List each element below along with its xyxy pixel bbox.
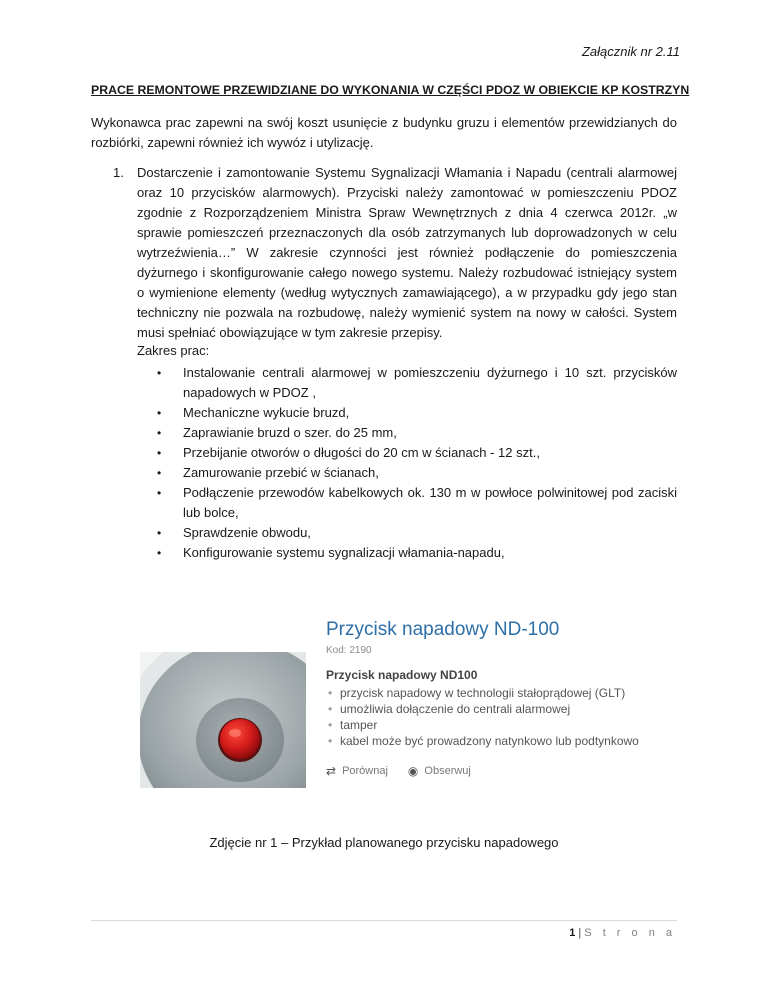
list-item: • Konfigurowanie systemu sygnalizacji włamania-napadu,: [137, 543, 677, 563]
list-item: • przycisk napadowy w technologii stałoprądowej (GLT): [326, 685, 639, 701]
watch-label: Obserwuj: [424, 765, 471, 777]
bullet-icon: •: [157, 466, 162, 480]
product-title[interactable]: Przycisk napadowy ND-100: [326, 619, 560, 640]
list-item: • umożliwia dołączenie do centrali alarmowej: [326, 701, 639, 717]
list-item: • kabel może być prowadzony natynkowo lub podtynkowo: [326, 733, 639, 749]
list-item: • Instalowanie centrali alarmowej w pomieszczeniu dyżurnego i 10 szt. przycisków napadowych w PDOZ ,: [157, 365, 677, 400]
scope-list: [137, 363, 677, 563]
product-code: Kod: 2190: [326, 645, 372, 656]
bullet-icon: •: [157, 366, 162, 380]
product-features: [326, 685, 639, 749]
list-item: • tamper: [326, 717, 639, 733]
item-number: 1.: [113, 165, 124, 180]
compare-label: Porównaj: [342, 765, 388, 777]
annex-label: Załącznik nr 2.11: [581, 44, 680, 59]
figure-caption: Zdjęcie nr 1 – Przykład planowanego przycisku napadowego: [209, 835, 559, 850]
footer-divider: [91, 920, 677, 921]
scope-label: Zakres prac:: [137, 343, 210, 358]
bullet-icon: •: [157, 526, 162, 540]
document-title: PRACE REMONTOWE PRZEWIDZIANE DO WYKONANIA W CZĘŚCI PDOZ W OBIEKCIE KP KOSTRZYN: [91, 83, 690, 97]
intro-paragraph: Wykonawca prac zapewni na swój koszt usunięcie z budynku gruzu i elementów przewidzianych do rozbiórki, zapewni również ich wywóz i utylizację.: [91, 115, 677, 150]
list-item: • Przebijanie otworów o długości do 20 cm w ścianach - 12 szt.,: [137, 443, 677, 463]
list-item: • Zaprawianie bruzd o szer. do 25 mm,: [137, 423, 677, 443]
bullet-icon: •: [157, 426, 162, 440]
compare-button[interactable]: [326, 764, 388, 778]
eye-icon: ◉: [407, 764, 419, 778]
list-item: • Zamurowanie przebić w ścianach,: [137, 463, 677, 483]
bullet-icon: •: [157, 406, 162, 420]
bullet-icon: •: [157, 446, 162, 460]
product-subtitle: Przycisk napadowy ND100: [326, 668, 478, 682]
compare-icon: ⇄: [326, 764, 337, 778]
product-actions: [326, 764, 471, 778]
product-card: [140, 612, 660, 788]
watch-button[interactable]: [408, 764, 471, 778]
page-number: 1 | S t r o n a: [569, 927, 676, 939]
numbered-item-1: [113, 163, 677, 343]
bullet-icon: •: [157, 486, 162, 500]
list-item: • Sprawdzenie obwodu,: [137, 523, 677, 543]
bullet-icon: •: [157, 546, 162, 560]
list-item: • Mechaniczne wykucie bruzd,: [137, 403, 677, 423]
item-text: Dostarczenie i zamontowanie Systemu Sygnalizacji Włamania i Napadu (centrali alarmowej oraz 10 przycisków alarmowych). Przyciski należy zamontować w pomieszczeniu PDOZ zgodnie z Rozporządzeniem Ministra Spraw Wewnętrznych z dnia 4 czerwca 2012r. „w sprawie pomieszczeń przeznaczonych dla osób zatrzymanych lub doprowadzonych w celu wytrzeźwienia…” W zakresie czynności jest również podłączenie do pomieszczenia dyżurnego i skonfigurowanie całego nowego systemu. Należy rozbudować istniejący system o wymienione elementy (według wytycznych zamawiającego), a w przypadku gdy jego stan techniczny nie pozwala na rozbudowę, należy wymienić system na nowy w całości. System musi spełniać obowiązujące w tym zakresie przepisy.: [137, 165, 677, 340]
list-item: • Podłączenie przewodów kabelkowych ok. 130 m w powłoce polwinitowej pod zaciski lub bolce,: [157, 485, 677, 520]
panic-button-image: [140, 652, 306, 788]
